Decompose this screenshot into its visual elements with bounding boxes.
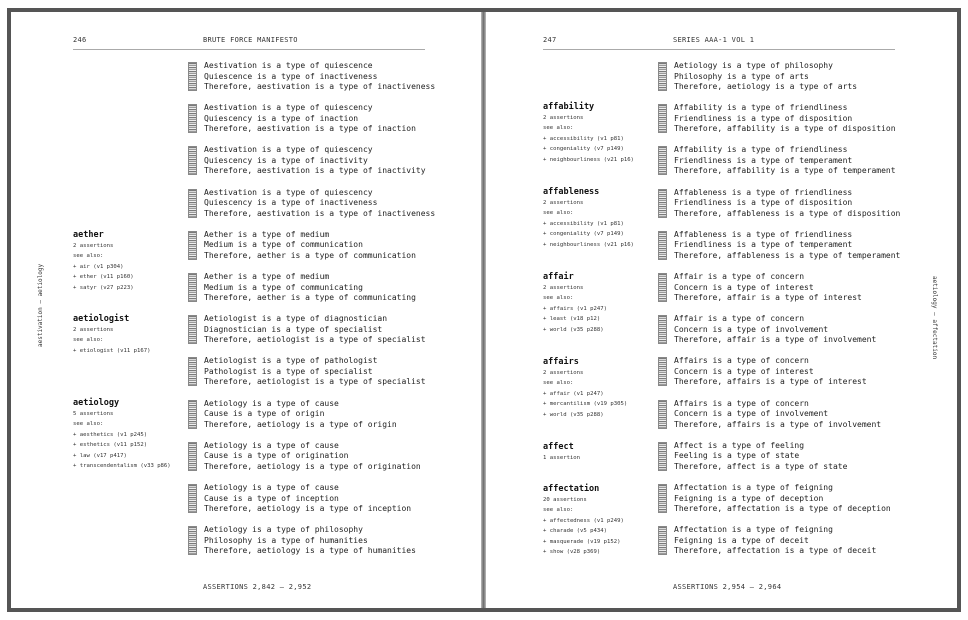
- assertion-line: Therefore, aether is a type of communication: [204, 250, 416, 260]
- assertion-line: Therefore, affableness is a type of temperament: [674, 250, 901, 260]
- assertion-line: Therefore, aestivation is a type of inaction: [204, 124, 416, 134]
- assertion-thumbnail-icon: [658, 526, 667, 555]
- assertion-line: Cause is a type of origination: [204, 451, 349, 461]
- assertion-count: 2 assertions: [543, 369, 584, 376]
- cross-reference: + aesthetics (v1 p245): [73, 431, 148, 438]
- cross-reference: + masquerade (v19 p152): [543, 538, 621, 545]
- term-entry: [73, 398, 171, 472]
- assertion-line: Therefore, aestivation is a type of inactiveness: [204, 208, 436, 218]
- assertion-line: Therefore, aestivation is a type of inactivity: [204, 166, 426, 176]
- see-also-label: see also:: [543, 380, 574, 386]
- term-entry: [543, 272, 607, 335]
- see-also-label: see also:: [543, 507, 574, 513]
- assertion-line: Medium is a type of communicating: [204, 282, 363, 292]
- assertion-line: Cause is a type of origin: [204, 409, 325, 419]
- assertion-line: Therefore, aestivation is a type of inactiveness: [204, 82, 436, 91]
- assertion-count: 1 assertion: [543, 454, 581, 461]
- header-rule: [543, 49, 895, 50]
- assertion-line: Therefore, aetiology is a type of arts: [674, 82, 858, 91]
- assertion-count: 2 assertions: [543, 114, 584, 121]
- cross-reference: + show (v28 p369): [543, 549, 601, 555]
- assertion-line: Quiescency is a type of inactivity: [204, 155, 368, 165]
- assertion-line: Therefore, aetiology is a type of origination: [204, 461, 421, 471]
- assertion-thumbnail-icon: [658, 146, 667, 175]
- assertion-line: Medium is a type of communication: [204, 240, 363, 250]
- assertion-line: Quiescency is a type of inaction: [204, 113, 359, 123]
- assertion-line: Feigning is a type of deception: [674, 493, 824, 503]
- cross-reference: + esthetics (v11 p152): [73, 442, 148, 448]
- assertion-line: Aether is a type of medium: [204, 272, 330, 281]
- assertion-line: Affair is a type of concern: [674, 272, 805, 281]
- assertion-line: Aetiologist is a type of pathologist: [204, 356, 378, 366]
- assertion-line: Philosophy is a type of arts: [674, 71, 809, 81]
- assertion-line: Concern is a type of involvement: [674, 409, 829, 419]
- assertion-line: Friendliness is a type of temperament: [674, 155, 853, 165]
- page-footer: ASSERTIONS 2,842 – 2,952: [203, 583, 312, 591]
- assertion-line: Aetiology is a type of philosophy: [674, 61, 833, 70]
- assertion-line: Aetiologist is a type of diagnostician: [204, 314, 388, 324]
- book-spread: [7, 8, 961, 612]
- term-name: affect: [543, 442, 574, 452]
- see-also-label: see also:: [543, 210, 574, 216]
- assertion-thumbnail-icon: [658, 400, 667, 429]
- cross-reference: + congeniality (v7 p149): [543, 146, 624, 152]
- assertion-line: Concern is a type of involvement: [674, 324, 829, 334]
- assertion-line: Feigning is a type of deceit: [674, 535, 809, 545]
- term-name: aether: [73, 230, 104, 240]
- assertion-line: Friendliness is a type of disposition: [674, 113, 853, 123]
- assertion-thumbnail-icon: [188, 442, 197, 471]
- cross-reference: + affair (v1 p247): [543, 390, 604, 397]
- cross-reference: + transcendentalism (v33 p86): [73, 463, 171, 469]
- assertion-line: Therefore, aetiology is a type of origin: [204, 419, 397, 429]
- assertion-line: Therefore, affability is a type of disposition: [674, 124, 896, 134]
- cross-reference: + least (v18 p12): [543, 316, 601, 322]
- cross-reference: + accessibility (v1 p81): [543, 135, 624, 142]
- assertion-line: Cause is a type of inception: [204, 493, 339, 503]
- assertion-line: Therefore, aetiologist is a type of specialist: [204, 377, 426, 387]
- assertion-count: 2 assertions: [73, 326, 114, 333]
- assertion-line: Concern is a type of interest: [674, 366, 814, 376]
- term-name: affectation: [543, 484, 600, 494]
- assertion-line: Therefore, affableness is a type of disposition: [674, 208, 901, 218]
- term-entry: [543, 357, 627, 420]
- assertion-thumbnail-icon: [188, 62, 197, 91]
- assertion-thumbnail-icon: [188, 231, 197, 260]
- assertion-line: Aestivation is a type of quiescency: [204, 103, 373, 113]
- assertion-count: 2 assertions: [543, 284, 584, 291]
- see-also-label: see also:: [543, 125, 574, 131]
- assertion-line: Affectation is a type of feigning: [674, 483, 833, 492]
- assertion-line: Affability is a type of friendliness: [674, 103, 848, 113]
- assertion-thumbnail-icon: [658, 357, 667, 386]
- see-also-label: see also:: [73, 337, 104, 343]
- assertion-count: 2 assertions: [543, 199, 584, 206]
- left-page: [11, 12, 481, 608]
- term-name: aetiology: [73, 398, 120, 408]
- assertion-thumbnail-icon: [188, 484, 197, 513]
- term-entry: [543, 187, 634, 250]
- cross-reference: + world (v35 p288): [543, 326, 604, 333]
- assertion-line: Concern is a type of interest: [674, 282, 814, 292]
- assertion-thumbnail-icon: [658, 62, 667, 91]
- running-title: BRUTE FORCE MANIFESTO: [203, 36, 298, 44]
- assertion-line: Pathologist is a type of specialist: [204, 366, 373, 376]
- assertion-thumbnail-icon: [188, 146, 197, 175]
- assertion-line: Philosophy is a type of humanities: [204, 535, 368, 545]
- assertion-line: Therefore, affect is a type of state: [674, 461, 848, 471]
- assertion-line: Aestivation is a type of quiescence: [204, 61, 373, 70]
- cross-reference: + congeniality (v7 p149): [543, 231, 624, 237]
- term-name: affair: [543, 272, 574, 282]
- assertion-thumbnail-icon: [188, 315, 197, 344]
- see-also-label: see also:: [73, 421, 104, 427]
- term-entry: [543, 102, 634, 165]
- assertion-count: 20 assertions: [543, 496, 587, 503]
- assertion-line: Affair is a type of concern: [674, 314, 805, 324]
- assertion-line: Affectation is a type of feigning: [674, 525, 833, 535]
- cross-reference: + satyr (v27 p223): [73, 284, 134, 291]
- term-entry: [543, 442, 580, 463]
- term-name: aetiologist: [73, 314, 130, 324]
- assertion-thumbnail-icon: [658, 273, 667, 302]
- term-entry: [73, 230, 134, 293]
- page-number: 246: [73, 36, 87, 44]
- term-entry: [543, 484, 624, 558]
- cross-reference: + world (v35 p288): [543, 411, 604, 418]
- assertion-thumbnail-icon: [658, 231, 667, 260]
- assertion-thumbnail-icon: [658, 315, 667, 344]
- assertion-thumbnail-icon: [188, 526, 197, 555]
- assertion-line: Therefore, aetiologist is a type of specialist: [204, 335, 426, 345]
- assertion-thumbnail-icon: [188, 189, 197, 218]
- assertion-line: Affableness is a type of friendliness: [674, 229, 853, 239]
- header-rule: [73, 49, 425, 50]
- cross-reference: + ether (v11 p160): [73, 274, 134, 280]
- assertion-line: Affect is a type of feeling: [674, 440, 805, 450]
- page-footer: ASSERTIONS 2,954 – 2,964: [673, 583, 782, 591]
- assertion-line: Diagnostician is a type of specialist: [204, 324, 383, 334]
- cross-reference: + affairs (v1 p247): [543, 305, 607, 312]
- assertion-line: Therefore, affair is a type of involvement: [674, 335, 877, 345]
- assertion-line: Therefore, affairs is a type of involvement: [674, 419, 882, 429]
- assertion-line: Friendliness is a type of temperament: [674, 240, 853, 250]
- assertion-line: Affableness is a type of friendliness: [674, 187, 853, 197]
- assertion-line: Therefore, affectation is a type of deceit: [674, 546, 877, 556]
- page-number: 247: [543, 36, 557, 44]
- assertion-line: Aestivation is a type of quiescency: [204, 187, 373, 197]
- assertion-line: Aetiology is a type of cause: [204, 483, 339, 492]
- term-name: affairs: [543, 357, 579, 367]
- cross-reference: + etiologist (v11 p167): [73, 347, 151, 354]
- assertion-thumbnail-icon: [658, 484, 667, 513]
- assertion-line: Aetiology is a type of cause: [204, 440, 339, 450]
- assertion-line: Affability is a type of friendliness: [674, 145, 848, 155]
- assertion-line: Therefore, aetiology is a type of inception: [204, 504, 412, 513]
- term-name: affableness: [543, 187, 600, 197]
- assertion-thumbnail-icon: [658, 442, 667, 471]
- cross-reference: + charade (v5 p434): [543, 528, 607, 534]
- assertion-line: Affairs is a type of concern: [674, 356, 809, 366]
- cross-reference: + accessibility (v1 p81): [543, 220, 624, 227]
- see-also-label: see also:: [73, 253, 104, 259]
- cross-reference: + mercantilism (v19 p305): [543, 401, 628, 407]
- assertion-thumbnail-icon: [658, 189, 667, 218]
- assertion-line: Aetiology is a type of cause: [204, 398, 339, 408]
- assertion-count: 5 assertions: [73, 410, 114, 417]
- assertion-thumbnail-icon: [188, 273, 197, 302]
- running-title: SERIES AAA-1 VOL 1: [673, 36, 755, 44]
- cross-reference: + neighbourliness (v21 p16): [543, 241, 634, 248]
- right-page: [486, 12, 957, 608]
- assertion-thumbnail-icon: [658, 104, 667, 133]
- cross-reference: + affectedness (v1 p249): [543, 517, 624, 524]
- side-label: aetiology — affectation: [931, 276, 938, 360]
- assertion-line: Feeling is a type of state: [674, 451, 800, 461]
- term-name: affability: [543, 102, 595, 112]
- assertion-line: Therefore, affairs is a type of interest: [674, 377, 867, 387]
- assertion-thumbnail-icon: [188, 357, 197, 386]
- assertion-line: Affairs is a type of concern: [674, 398, 809, 408]
- assertion-line: Aetiology is a type of philosophy: [204, 525, 363, 535]
- assertion-count: 2 assertions: [73, 242, 114, 249]
- assertion-line: Therefore, affability is a type of temperament: [674, 166, 896, 176]
- assertion-line: Aestivation is a type of quiescency: [204, 145, 373, 155]
- assertion-line: Therefore, affair is a type of interest: [674, 293, 862, 302]
- assertion-line: Friendliness is a type of disposition: [674, 198, 853, 208]
- assertion-thumbnail-icon: [188, 400, 197, 429]
- side-label: aestivation — aetiology: [37, 263, 44, 347]
- assertion-thumbnail-icon: [188, 104, 197, 133]
- cross-reference: + air (v1 p304): [73, 263, 124, 270]
- see-also-label: see also:: [543, 295, 574, 301]
- assertion-line: Aether is a type of medium: [204, 229, 330, 239]
- assertion-line: Therefore, affectation is a type of deception: [674, 504, 891, 513]
- cross-reference: + law (v17 p417): [73, 452, 127, 459]
- assertion-line: Quiescency is a type of inactiveness: [204, 198, 378, 208]
- assertion-line: Therefore, aetiology is a type of humanities: [204, 546, 416, 556]
- term-entry: [73, 314, 150, 356]
- cross-reference: + neighbourliness (v21 p16): [543, 156, 634, 163]
- assertion-line: Therefore, aether is a type of communicating: [204, 293, 416, 302]
- assertion-line: Quiescence is a type of inactiveness: [204, 71, 378, 81]
